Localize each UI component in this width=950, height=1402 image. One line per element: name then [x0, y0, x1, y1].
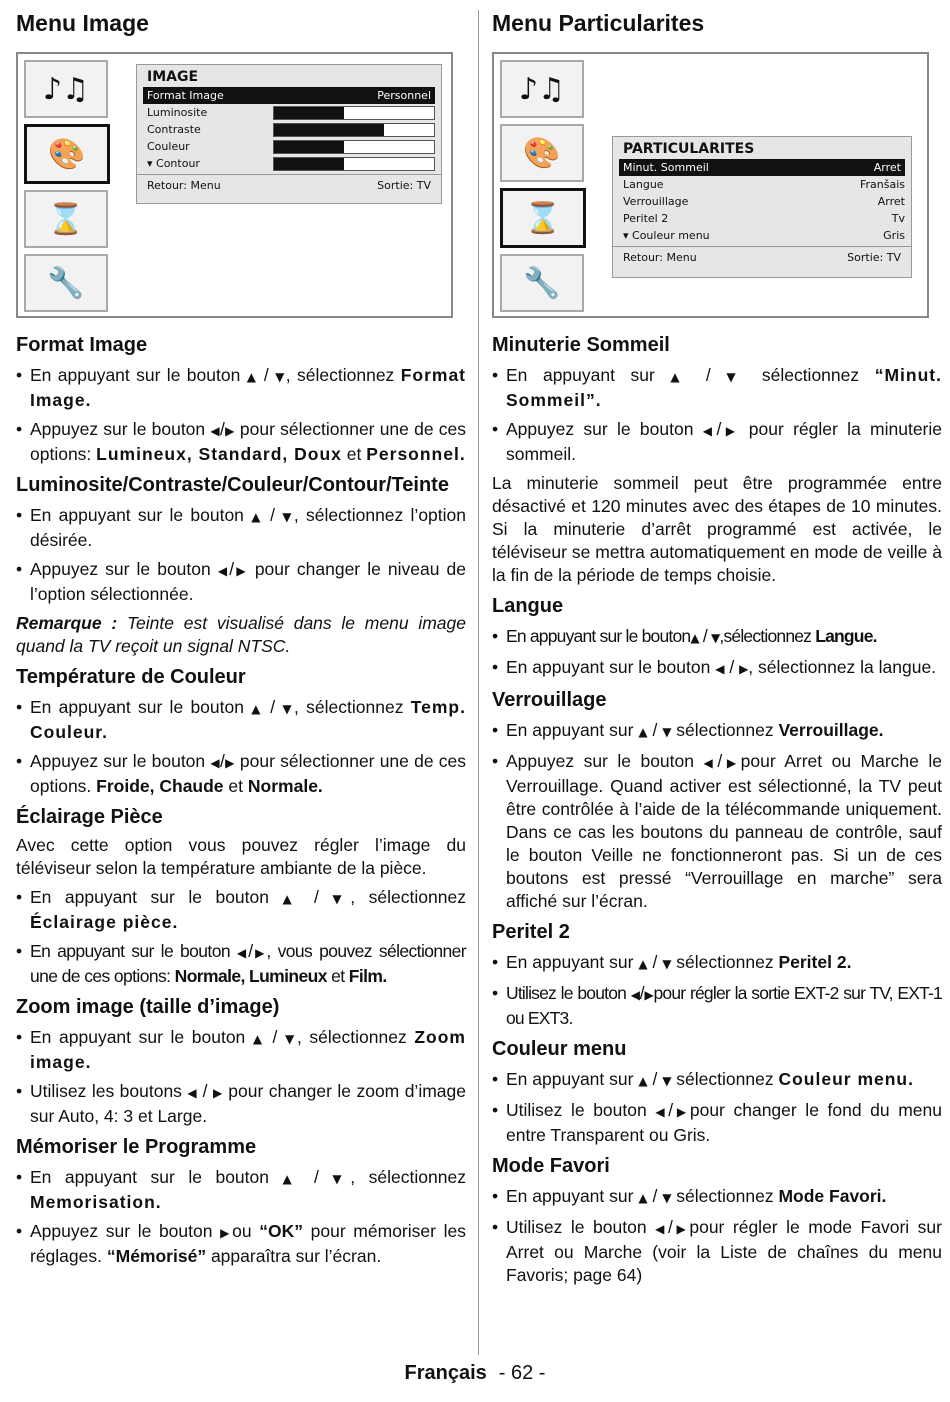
level-bar: [273, 157, 435, 171]
text: /: [219, 419, 225, 439]
up-arrow-icon: ▲: [282, 1172, 301, 1186]
left-arrow-icon: ◀: [715, 662, 725, 676]
text: En appuyant sur le bouton: [506, 657, 711, 677]
text: /: [263, 365, 269, 385]
text: sélectionnez: [676, 952, 774, 972]
text: /: [667, 1217, 673, 1237]
up-arrow-icon: ▲: [690, 631, 699, 645]
left-arrow-icon: ◀: [703, 756, 718, 770]
heading-luminosite: Luminosite/Contraste/Couleur/Contour/Teinte: [16, 474, 449, 496]
text: Utilisez le bouton: [506, 1100, 647, 1120]
level-bar: [273, 106, 435, 120]
features-osd-panel: [612, 136, 912, 278]
text: /: [248, 941, 253, 961]
left-arrow-icon: ◀: [236, 946, 249, 960]
text: , sélectionnez: [294, 697, 404, 717]
bullet-item: • En appuyant sur le bouton ◀ / ▶, sélectionnez la langue.: [492, 657, 937, 677]
bullet-item: • Utilisez le bouton ◀/▶pour changer le fond du menu entre Transparent ou Gris.: [492, 1100, 942, 1145]
text: /: [668, 1100, 674, 1120]
text: , sélectionnez la langue.: [748, 657, 937, 677]
text: ou: [232, 1221, 252, 1241]
osd-footer-back: Retour: Menu: [147, 179, 221, 192]
osd-footer-back: Retour: Menu: [623, 251, 697, 264]
bold-term: Mode Favori.: [778, 1186, 887, 1206]
text: En appuyant sur le bouton: [506, 626, 691, 646]
down-arrow-icon: ▼: [726, 370, 747, 384]
text: pour Arret ou Marche le Verrouillage. Quand activer est sélectionné, la TV peut être contrôlée à l’aide de la télécommande uniquement. Dans ce cas les boutons du panneau de contrôle, sauf le bouton Veille ne fonctionneront pas. Si un de ces boutons est pressé “Verrouillage en marche” sera affiché sur l’écran.: [506, 751, 942, 911]
text: Appuyez sur le bouton: [506, 751, 694, 771]
down-arrow-icon: ▼: [662, 725, 672, 739]
text: , sélectionnez: [350, 887, 466, 907]
wrench-icon: 🔧: [24, 254, 108, 312]
osd-row-format-image: [143, 87, 435, 104]
text: /: [229, 559, 235, 579]
music-icon: ♪♫: [24, 60, 108, 118]
left-arrow-icon: ◀: [187, 1086, 198, 1100]
text: Utilisez le bouton: [506, 1217, 647, 1237]
bold-term: Lumineux, Standard, Doux: [96, 444, 342, 464]
note-label: Remarque :: [16, 613, 118, 633]
text: pour changer le zoom d’image sur Auto, 4: 3 et Large.: [30, 1081, 466, 1126]
right-arrow-icon: ▶: [234, 564, 248, 578]
osd-footer: [137, 174, 441, 196]
text: /: [219, 751, 225, 771]
level-bar-fill: [274, 141, 344, 153]
lock-hourglass-icon: ⌛: [24, 190, 108, 248]
bullet-item: • En appuyant sur ▲ / ▼ sélectionnez Peritel 2.: [492, 952, 852, 972]
right-arrow-icon: ▶: [722, 756, 741, 770]
text: En appuyant sur le bouton: [30, 887, 269, 907]
text: /: [313, 1167, 319, 1187]
text: En appuyant sur: [506, 952, 634, 972]
bullet-item: • Appuyez sur le bouton ◀/▶pour Arret ou Marche le Verrouillage. Quand activer est sélectionné, la TV peut être contrôlée à l’aide de la télécommande uniquement. Dans ce cas les boutons du panneau de contrôle, sauf le bouton Veille ne fonctionneront pas. Si un de ces boutons est pressé “Verrouillage en marche” sera affiché sur l’écran.: [492, 751, 942, 911]
left-arrow-icon: ◀: [630, 988, 640, 1002]
section-title: Menu Image: [16, 10, 149, 36]
osd-row-value: Arret: [873, 161, 901, 174]
text: En appuyant sur le bouton: [30, 941, 230, 961]
text: pour sélectionner une de ces options.: [30, 751, 466, 796]
level-bar-fill: [274, 158, 344, 170]
heading-zoom: Zoom image (taille d’image): [16, 996, 280, 1018]
music-icon: ♪♫: [500, 60, 584, 118]
osd-row-label: Minut. Sommeil: [623, 161, 709, 174]
bold-term: Personnel.: [366, 444, 466, 464]
text: En appuyant sur: [506, 720, 634, 740]
paragraph: La minuterie sommeil peut être programmée entre désactivé et 120 minutes avec des étapes de 10 minutes. Si la minuterie d’arrêt programmé est activée, le téléviseur se mettra automatiquement en mode de veille à la fin de la période de temps choisie.: [492, 473, 942, 585]
bullet-item: • En appuyant sur le bouton ▲ / ▼, sélectionnez Zoom image.: [16, 1027, 466, 1072]
osd-footer-exit: Sortie: TV: [377, 179, 431, 192]
text: pour changer le fond du menu entre Transparent ou Gris.: [506, 1100, 942, 1145]
bold-term: Couleur menu.: [778, 1069, 914, 1089]
osd-row-luminosite: [137, 104, 441, 121]
bold-term: “Mémorisé”: [106, 1246, 207, 1266]
menu-icon-column: [24, 60, 108, 318]
osd-row-minut-sommeil: [619, 159, 905, 176]
osd-footer: [613, 246, 911, 268]
osd-row-label: ▾ Contour: [147, 157, 200, 170]
up-arrow-icon: ▲: [282, 892, 301, 906]
text: , sélectionnez: [350, 1167, 466, 1187]
heading-couleur-menu: Couleur menu: [492, 1038, 627, 1060]
text: , vous pouvez sélectionner une de ces options:: [30, 941, 466, 986]
bullet-item: • Appuyez sur le bouton ◀/▶ pour sélectionner une de ces options. Froide, Chaude et Normale.: [16, 751, 466, 796]
bold-term: Verrouillage.: [778, 720, 884, 740]
bullet-item: • En appuyant sur le bouton ▲ / ▼, sélectionnez Format Image.: [16, 365, 466, 410]
osd-row-label: ▾ Couleur menu: [623, 229, 710, 242]
osd-row-langue: [613, 176, 911, 193]
down-arrow-icon: ▼: [282, 510, 294, 524]
bold-term: Langue.: [815, 626, 877, 646]
heading-mode-favori: Mode Favori: [492, 1155, 610, 1177]
text: Appuyez sur le bouton: [30, 751, 206, 771]
heading-langue: Langue: [492, 595, 564, 617]
text: pour régler le mode Favori sur Arret ou Marche (voir la Liste de chaînes du menu Favoris; page 64): [506, 1217, 942, 1285]
heading-memoriser: Mémoriser le Programme: [16, 1136, 257, 1158]
bold-term: Normale.: [247, 776, 323, 796]
right-arrow-icon: ▶: [739, 662, 749, 676]
text: pour régler la minuterie sommeil.: [506, 419, 943, 464]
right-arrow-icon: ▶: [212, 1086, 223, 1100]
left-arrow-icon: ◀: [210, 424, 220, 438]
text: En appuyant sur le bouton: [30, 505, 244, 525]
bullet-item: • En appuyant sur le bouton ◀/▶, vous pouvez sélectionner une de ces options: Normale, Lumineux et Film.: [16, 941, 466, 986]
down-arrow-icon: ▼: [710, 631, 720, 645]
bold-term: Zoom image.: [30, 1027, 466, 1072]
level-bar-fill: [274, 107, 344, 119]
osd-title: IMAGE: [147, 69, 199, 85]
bullet-item: • En appuyant sur ▲ / ▼ sélectionnez “Minut. Sommeil”.: [492, 365, 942, 410]
lock-hourglass-icon: ⌛: [500, 188, 586, 248]
menu-icon-column: [500, 60, 584, 318]
right-arrow-icon: ▶: [643, 988, 654, 1002]
text: En appuyant sur le bouton: [30, 1027, 246, 1047]
osd-row-label: Luminosite: [147, 106, 208, 119]
right-arrow-icon: ▶: [252, 946, 267, 960]
down-arrow-icon: ▼: [332, 892, 351, 906]
text: /: [652, 1186, 658, 1206]
bullet-item: • Utilisez le bouton ◀/▶pour régler le mode Favori sur Arret ou Marche (voir la Liste de chaînes du menu Favoris; page 64): [492, 1217, 942, 1285]
text: /: [702, 626, 707, 646]
remark-note: [16, 612, 466, 658]
level-bar-fill: [274, 124, 384, 136]
text: sélectionnez: [676, 1186, 774, 1206]
page-number: - 62 -: [498, 1362, 546, 1384]
left-column: [16, 0, 466, 1274]
text: , sélectionnez: [296, 1027, 407, 1047]
osd-row-contraste: [137, 121, 441, 138]
left-arrow-icon: ◀: [655, 1105, 669, 1119]
osd-title: PARTICULARITES: [623, 141, 755, 157]
up-arrow-icon: ▲: [638, 1074, 648, 1088]
text: Appuyez sur le bouton: [506, 419, 694, 439]
text: Appuyez sur le bouton: [30, 419, 206, 439]
palette-icon: 🎨: [24, 124, 110, 184]
text: sélectionnez: [676, 1069, 774, 1089]
text: /: [729, 657, 735, 677]
text: sélectionnez: [761, 365, 860, 385]
osd-row-value: Franšais: [859, 178, 905, 191]
bullet-item: • En appuyant sur ▲ / ▼ sélectionnez Verrouillage.: [492, 720, 884, 740]
up-arrow-icon: ▲: [638, 725, 648, 739]
page-footer: [0, 1362, 950, 1385]
bold-term: Normale, Lumineux: [174, 966, 327, 986]
right-arrow-icon: ▶: [721, 424, 740, 438]
osd-row-couleur: [137, 138, 441, 155]
osd-row-label: Verrouillage: [623, 195, 689, 208]
text: Appuyez sur le bouton: [30, 1221, 213, 1241]
text: En appuyant sur: [506, 365, 655, 385]
osd-row-label: Contraste: [147, 123, 201, 136]
osd-row-value: Arret: [877, 195, 905, 208]
text: /: [272, 1027, 278, 1047]
right-arrow-icon: ▶: [220, 1226, 233, 1240]
text: /: [652, 952, 658, 972]
bullet-item: • Utilisez le bouton ◀/▶pour régler la sortie EXT-2 sur TV, EXT-1 ou EXT3.: [492, 983, 942, 1028]
footer-language: Français: [404, 1362, 487, 1384]
osd-row-peritel: [613, 210, 911, 227]
osd-row-value: Tv: [891, 212, 905, 225]
bullet-item: • Appuyez sur le bouton ▶ou “OK” pour mémoriser les réglages. “Mémorisé” apparaîtra sur l’écran.: [16, 1221, 466, 1266]
bullet-item: • En appuyant sur le bouton▲ / ▼,sélectionnez Langue.: [492, 626, 877, 646]
text: /: [270, 697, 276, 717]
up-arrow-icon: ▲: [251, 510, 263, 524]
left-arrow-icon: ◀: [217, 564, 230, 578]
right-arrow-icon: ▶: [672, 1222, 690, 1236]
text: /: [705, 365, 711, 385]
bold-term: Memorisation.: [30, 1192, 162, 1212]
section-title: Menu Particularites: [492, 10, 705, 36]
heading-temperature: Température de Couleur: [16, 666, 246, 688]
bullet-item: • En appuyant sur le bouton ▲ / ▼, sélectionnez Éclairage pièce.: [16, 887, 466, 932]
osd-row-label: Format Image: [147, 89, 224, 102]
bullet-item: • Appuyez sur le bouton ◀/▶ pour sélectionner une de ces options: Lumineux, Standard, Doux et Personnel.: [16, 419, 466, 464]
wrench-icon: 🔧: [500, 254, 584, 312]
text: En appuyant sur le bouton: [30, 365, 241, 385]
text: En appuyant sur: [506, 1069, 634, 1089]
bold-term: Film.: [348, 966, 387, 986]
bullet-item: • En appuyant sur ▲ / ▼ sélectionnez Mode Favori.: [492, 1186, 887, 1206]
text: /: [716, 419, 722, 439]
text: /: [270, 505, 275, 525]
up-arrow-icon: ▲: [670, 370, 691, 384]
right-arrow-icon: ▶: [224, 424, 235, 438]
bullet-item: • Appuyez sur le bouton ◀/▶ pour changer le niveau de l’option sélectionnée.: [16, 559, 466, 604]
osd-row-couleur-menu: [613, 227, 911, 244]
bold-term: Temp. Couleur.: [30, 697, 466, 742]
osd-row-value: Personnel: [377, 89, 431, 102]
level-bar: [273, 123, 435, 137]
text: /: [639, 983, 644, 1003]
osd-row-label: Peritel 2: [623, 212, 669, 225]
text: Utilisez le bouton: [506, 983, 627, 1003]
right-arrow-icon: ▶: [673, 1105, 690, 1119]
heading-minuterie: Minuterie Sommeil: [492, 334, 670, 356]
down-arrow-icon: ▼: [282, 702, 295, 716]
text: ,sélectionnez: [719, 626, 812, 646]
bullet-item: • Appuyez sur le bouton ◀/▶ pour régler la minuterie sommeil.: [492, 419, 943, 464]
text: , sélectionnez: [285, 365, 395, 385]
text: /: [313, 887, 319, 907]
paragraph: Avec cette option vous pouvez régler l’image du téléviseur selon la température ambiante de la pièce.: [16, 835, 466, 878]
text: En appuyant sur: [506, 1186, 634, 1206]
osd-row-label: Langue: [623, 178, 664, 191]
bullet-item: • En appuyant sur le bouton ▲ / ▼, sélectionnez l’option désirée.: [16, 505, 466, 550]
text: , sélectionnez l’option désirée.: [30, 505, 466, 550]
text: /: [652, 1069, 658, 1089]
up-arrow-icon: ▲: [638, 957, 648, 971]
down-arrow-icon: ▼: [662, 1191, 672, 1205]
text: sélectionnez: [676, 720, 774, 740]
bold-term: “OK”: [259, 1221, 303, 1241]
text: pour changer le niveau de l’option sélectionnée.: [30, 559, 466, 604]
image-menu-screenshot: [16, 52, 453, 318]
bullet-item: • En appuyant sur le bouton ▲ / ▼, sélectionnez Temp. Couleur.: [16, 697, 466, 742]
level-bar: [273, 140, 435, 154]
text: et: [331, 966, 345, 986]
bold-term: Peritel 2.: [778, 952, 852, 972]
up-arrow-icon: ▲: [246, 370, 258, 384]
heading-eclairage: Éclairage Pièce: [16, 806, 163, 828]
bullet-item: • En appuyant sur le bouton ▲ / ▼, sélectionnez Memorisation.: [16, 1167, 466, 1212]
osd-row-verrouillage: [613, 193, 911, 210]
left-arrow-icon: ◀: [210, 756, 220, 770]
bullet-item: • En appuyant sur ▲ / ▼ sélectionnez Couleur menu.: [492, 1069, 914, 1089]
up-arrow-icon: ▲: [251, 702, 263, 716]
image-osd-panel: [136, 64, 442, 204]
text: pour sélectionner une de ces options:: [30, 419, 466, 464]
features-menu-screenshot: [492, 52, 929, 318]
right-column: [492, 0, 942, 1293]
text: Utilisez les boutons: [30, 1081, 182, 1101]
up-arrow-icon: ▲: [638, 1191, 648, 1205]
palette-icon: 🎨: [500, 124, 584, 182]
osd-row-contour: [137, 155, 441, 172]
text: et: [346, 444, 362, 464]
text: pour mémoriser les réglages.: [30, 1221, 466, 1266]
down-arrow-icon: ▼: [275, 370, 286, 384]
down-arrow-icon: ▼: [284, 1032, 297, 1046]
osd-row-value: Gris: [883, 229, 905, 242]
text: Appuyez sur le bouton: [30, 559, 211, 579]
column-divider: [478, 10, 479, 1355]
text: pour régler la sortie EXT-2 sur TV, EXT-1 ou EXT3.: [506, 983, 942, 1028]
note-text: Teinte est visualisé dans le menu image quand la TV reçoit un signal NTSC.: [16, 613, 466, 656]
right-arrow-icon: ▶: [224, 756, 235, 770]
down-arrow-icon: ▼: [662, 957, 672, 971]
bullet-item: • Utilisez les boutons ◀ / ▶ pour changer le zoom d’image sur Auto, 4: 3 et Large.: [16, 1081, 466, 1126]
bold-term: “Minut. Sommeil”.: [506, 365, 942, 410]
left-arrow-icon: ◀: [655, 1222, 668, 1236]
text: /: [717, 751, 723, 771]
bold-term: Éclairage pièce.: [30, 912, 179, 932]
text: /: [652, 720, 658, 740]
text: /: [202, 1081, 208, 1101]
up-arrow-icon: ▲: [252, 1032, 265, 1046]
osd-row-label: Couleur: [147, 140, 190, 153]
heading-peritel: Peritel 2: [492, 921, 570, 943]
down-arrow-icon: ▼: [662, 1074, 672, 1088]
heading-format-image: Format Image: [16, 334, 148, 356]
left-arrow-icon: ◀: [702, 424, 717, 438]
bold-term: Format Image.: [30, 365, 466, 410]
osd-footer-exit: Sortie: TV: [847, 251, 901, 264]
bold-term: Froide, Chaude: [96, 776, 224, 796]
text: En appuyant sur le bouton: [30, 697, 244, 717]
text: et: [228, 776, 244, 796]
text: apparaîtra sur l’écran.: [210, 1246, 382, 1266]
down-arrow-icon: ▼: [332, 1172, 351, 1186]
text: En appuyant sur le bouton: [30, 1167, 269, 1187]
heading-verrouillage: Verrouillage: [492, 689, 607, 711]
